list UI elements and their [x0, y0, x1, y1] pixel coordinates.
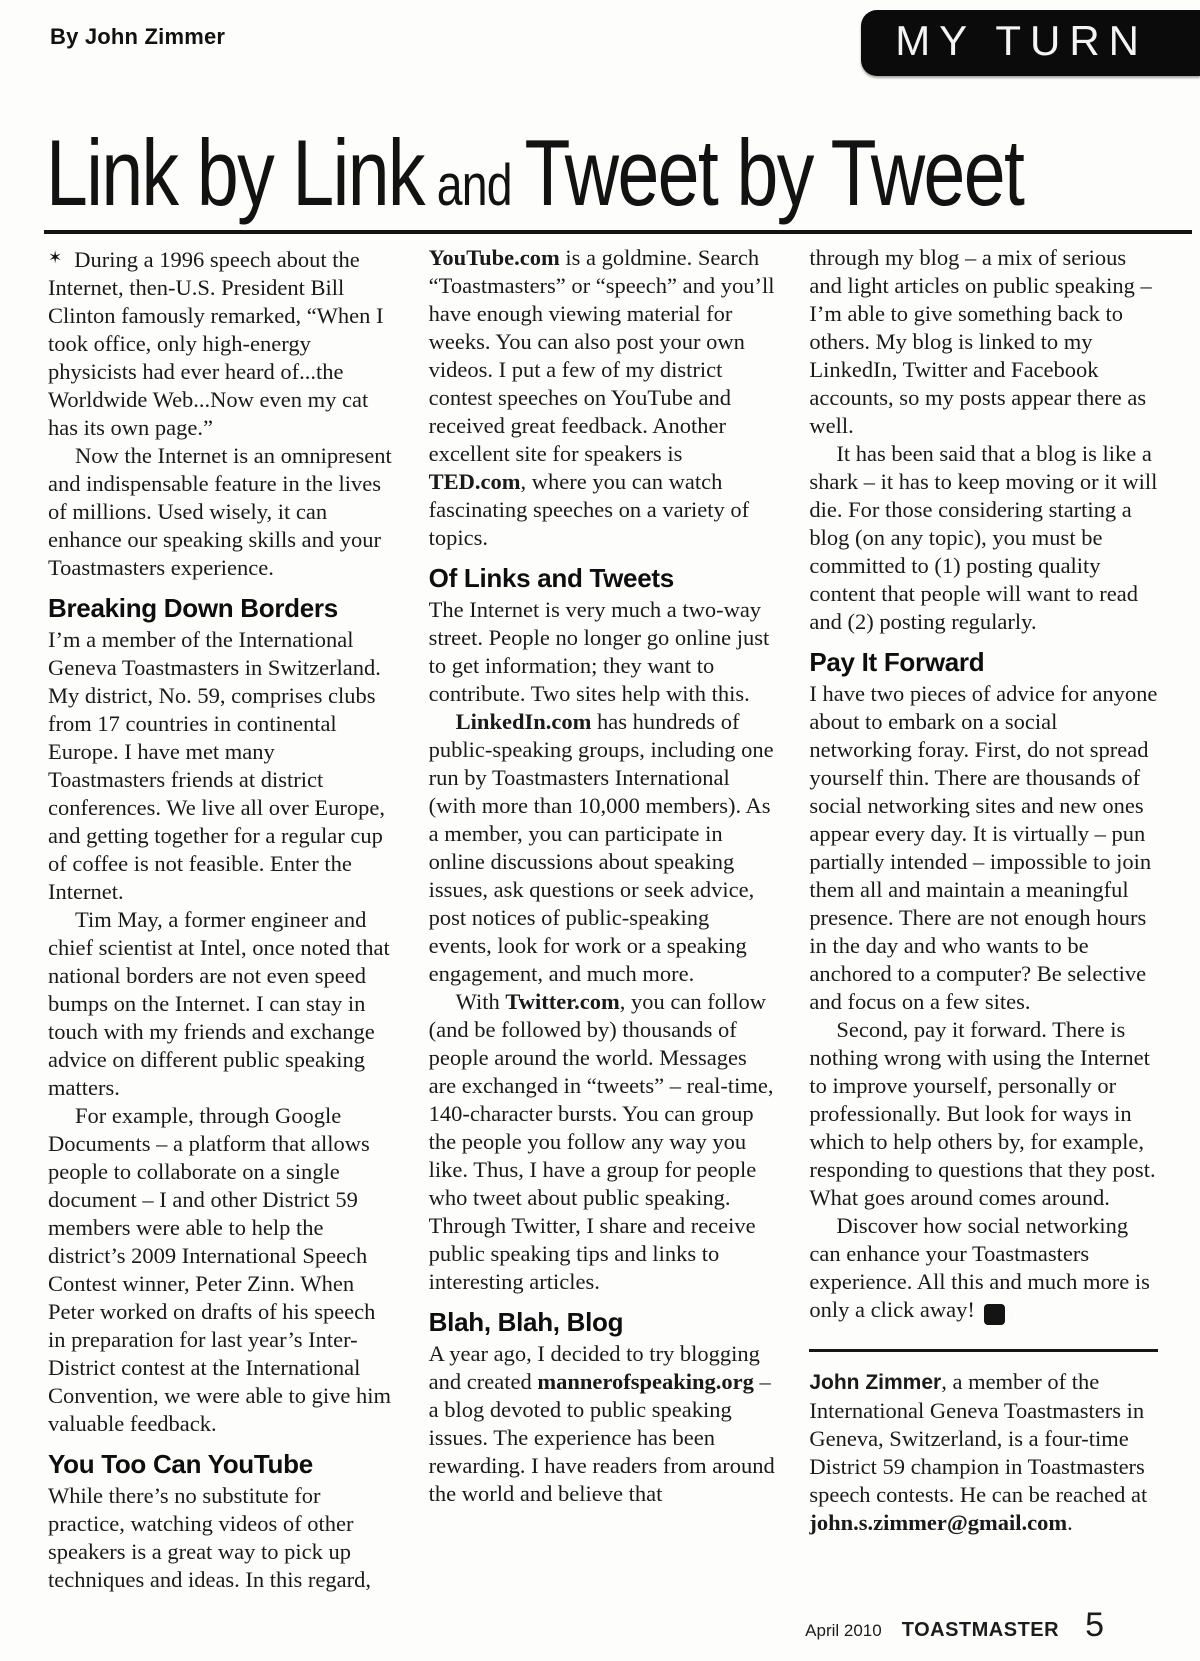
byline: By John Zimmer — [50, 24, 226, 49]
column-3 — [809, 244, 1158, 1594]
magazine-name: TOASTMASTER — [901, 1619, 1060, 1641]
sparkle-icon: ✶ — [48, 248, 63, 268]
body-paragraph: through my blog – a mix of serious and light articles on public speaking – I’m able to give something back to others. My blog is linked to my LinkedIn, Twitter and Facebook accounts, so my posts appear there as well. — [809, 245, 1152, 438]
my-turn-badge — [861, 10, 1200, 76]
title-conjunction: and — [436, 153, 512, 218]
title-underline — [44, 230, 1192, 234]
body-paragraph: LinkedIn.com has hundreds of public-speaking groups, including one run by Toastmasters International (with more than 10,000 members). As a member, you can participate in online discussions about speaking issues, ask questions or seek advice, post notices of public-speaking events, look for work or a speaking engagement, and much more. — [428, 709, 774, 986]
body-paragraph: While there’s no substitute for practice, watching videos of other speakers is a great way to pick up techniques and ideas. In this regard, — [48, 1483, 372, 1592]
page-title — [46, 120, 1024, 225]
badge-label: MY TURN — [895, 17, 1148, 64]
column-2 — [429, 244, 778, 1594]
section-heading: You Too Can YouTube — [48, 1449, 313, 1479]
title-segment-1: Link by Link — [46, 120, 424, 225]
body-paragraph: The Internet is very much a two-way street. People no longer go online just to get information; they want to contribute. Two sites help with this. — [428, 597, 770, 706]
body-paragraph: With Twitter.com, you can follow (and be followed by) thousands of people around the world. Messages are exchanged in “tweets” – real-time, 140-character bursts. You can group the people you follow any way you like. Thus, I have a group for people who tweet about public speaking. Through Twitter, I share and receive public speaking tips and links to interesting articles. — [428, 989, 774, 1294]
body-paragraph: I’m a member of the International Geneva Toastmasters in Switzerland. My district, No. 59, comprises clubs from 17 countries in continental Europe. I have met many Toastmasters friends at district conferences. We live all over Europe, and getting together for a regular cup of coffee is not feasible. Enter the Internet. — [48, 627, 385, 904]
article-body — [48, 244, 1158, 1594]
body-paragraph: Second, pay it forward. There is nothing wrong with using the Internet to improve yourself, personally or professionally. But look for ways in which to help others by, for example, responding to questions that they post. What goes around comes around. — [809, 1017, 1156, 1210]
section-heading: Of Links and Tweets — [428, 563, 674, 593]
section-heading: Pay It Forward — [809, 647, 985, 677]
body-paragraph: A year ago, I decided to try blogging and created mannerofspeaking.org – a blog devoted to public speaking issues. The experience has been rewarding. I have readers from around the world and believe that — [428, 1341, 775, 1506]
body-paragraph: It has been said that a blog is like a shark – it has to keep moving or it will die. For those considering starting a blog (on any topic), you must be committed to (1) posting quality content that people will want to read and (2) posting regularly. — [809, 441, 1158, 634]
body-paragraph: Tim May, a former engineer and chief scientist at Intel, once noted that national borders are not even speed bumps on the Internet. I can stay in touch with my friends and exchange advice on different public speaking matters. — [48, 907, 390, 1100]
column-1 — [48, 244, 397, 1594]
body-paragraph: Now the Internet is an omnipresent and indispensable feature in the lives of millions. Used wisely, it can enhance our speaking skills and your Toastmasters experience. — [48, 443, 392, 580]
toastmasters-end-mark-icon: T — [984, 1304, 1005, 1325]
section-heading: Breaking Down Borders — [48, 593, 338, 623]
page-footer — [805, 1606, 1104, 1645]
body-paragraph: YouTube.com is a goldmine. Search “Toastmasters” or “speech” and you’ll have enough viewing material for weeks. You can also post your own videos. I put a few of my district contest speeches on YouTube and received great feedback. Another excellent site for speakers is TED.com, where you can watch fascinating speeches on a variety of topics. — [428, 245, 775, 550]
bio-divider — [809, 1349, 1158, 1352]
title-segment-2: Tweet by Tweet — [524, 120, 1024, 225]
body-paragraph: Discover how social networking can enhance your Toastmasters experience. All this and much more is only a click away! T — [809, 1212, 1158, 1325]
section-heading: Blah, Blah, Blog — [428, 1307, 624, 1337]
page-number: 5 — [1085, 1606, 1104, 1644]
body-paragraph: ✶ During a 1996 speech about the Internet, then-U.S. President Bill Clinton famously remarked, “When I took office, only high-energy physicists had ever heard of...the Worldwide Web...Now even my cat has its own page.” — [48, 244, 397, 442]
body-paragraph: I have two pieces of advice for anyone about to embark on a social networking foray. First, do not spread yourself thin. There are thousands of social networking sites and new ones appear every day. It is virtually – pun partially intended – impossible to join them all and maintain a meaningful presence. There are not enough hours in the day and who wants to be anchored to a computer? Be selective and focus on a few sites. — [809, 681, 1158, 1014]
issue-date: April 2010 — [805, 1621, 882, 1640]
body-paragraph: For example, through Google Documents – a platform that allows people to collaborate on a single document – I and other District 59 members were able to help the district’s 2009 International Speech Contest winner, Peter Zinn. When Peter worked on drafts of his speech in preparation for last year’s Inter-District contest at the International Convention, we were able to give him valuable feedback. — [48, 1103, 392, 1436]
author-bio: John Zimmer, a member of the International Geneva Toastmasters in Geneva, Switzerland, is a four-time District 59 champion in Toastmasters speech contests. He can be reached at john.s.zimmer@gmail.com. — [809, 1369, 1148, 1535]
